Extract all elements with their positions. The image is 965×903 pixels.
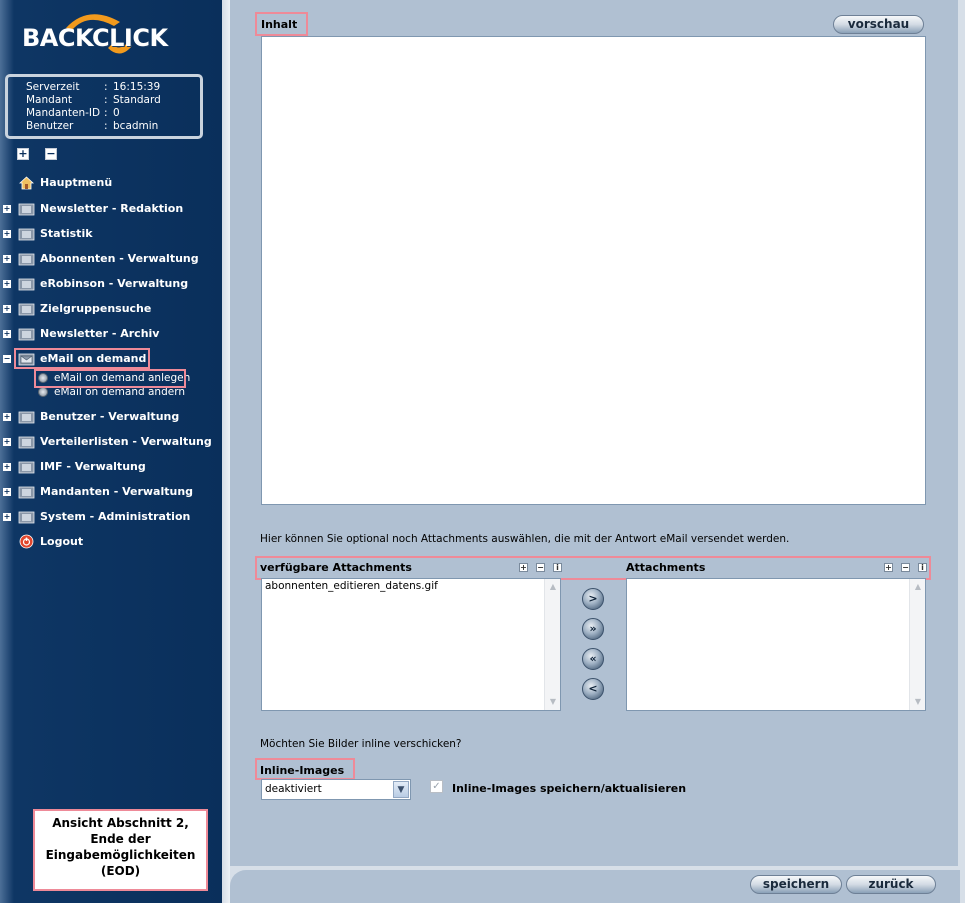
inline-images-label: Inline-Images — [260, 764, 345, 777]
nav-item-mandanten-verwaltung[interactable]: + Mandanten - Verwaltung — [3, 485, 194, 498]
expand-icon[interactable]: + — [3, 487, 11, 496]
nav-item-newsletter-redaktion[interactable]: + Newsletter - Redaktion — [3, 202, 184, 215]
expand-icon[interactable]: + — [3, 437, 11, 446]
expand-icon[interactable]: + — [3, 279, 11, 288]
expand-icon[interactable]: + — [3, 512, 11, 521]
folder-icon — [18, 509, 35, 524]
info-icon[interactable]: i — [553, 563, 562, 572]
remove-icon[interactable]: − — [537, 563, 544, 572]
nav-item-logout[interactable]: Logout — [0, 531, 222, 553]
folder-icon — [18, 484, 35, 499]
backclick-logo — [22, 8, 182, 68]
content-label: Inhalt — [261, 18, 298, 31]
subnav-item-email-on-demand-anlegen[interactable]: eMail on demand anlegen — [38, 372, 190, 384]
collapse-icon[interactable]: − — [3, 354, 11, 363]
email-folder-icon — [18, 351, 35, 366]
main-edge — [222, 0, 230, 903]
folder-icon — [18, 409, 35, 424]
expand-icon[interactable]: + — [3, 304, 11, 313]
collapse-all-button[interactable]: − — [46, 147, 56, 160]
scrollbar[interactable] — [544, 579, 560, 710]
attachments-hint: Hier können Sie optional noch Attachments auswählen, die mit der Antwort eMail versendet werden. — [260, 533, 790, 545]
selected-attachments-tools — [884, 563, 927, 572]
bullet-icon — [38, 373, 48, 383]
annotation-note: Ansicht Abschnitt 2, Ende der Eingabemöglichkeiten (EOD) — [33, 809, 208, 891]
available-attachments-list[interactable] — [261, 578, 561, 711]
expand-icon[interactable]: + — [3, 462, 11, 471]
remove-icon[interactable]: − — [902, 563, 909, 572]
nav-item-verteilerlisten-verwaltung[interactable]: + Verteilerlisten - Verwaltung — [3, 435, 212, 448]
add-icon[interactable]: + — [885, 563, 892, 572]
folder-icon — [18, 251, 35, 266]
inline-images-select[interactable]: deaktiviert ▼ — [261, 779, 411, 800]
nav-item-abonnenten-verwaltung[interactable]: + Abonnenten - Verwaltung — [3, 252, 199, 265]
nav-item-erobinson-verwaltung[interactable]: + eRobinson - Verwaltung — [3, 277, 189, 290]
info-icon[interactable]: i — [918, 563, 927, 572]
logout-icon — [18, 534, 35, 549]
info-row-serverzeit: Serverzeit : 16:15:39 — [26, 81, 161, 93]
folder-icon — [18, 276, 35, 291]
home-icon — [18, 175, 35, 190]
info-row-benutzer: Benutzer : bcadmin — [26, 120, 159, 132]
selected-attachments-list[interactable] — [626, 578, 926, 711]
scrollbar[interactable] — [909, 579, 925, 710]
move-selected-left-button[interactable]: < — [582, 678, 604, 700]
selected-attachments-label: Attachments — [626, 561, 706, 574]
logo-wordmark: BACKCLICK — [22, 24, 168, 52]
folder-icon — [18, 434, 35, 449]
folder-icon — [18, 201, 35, 216]
inline-images-checkbox[interactable]: ✓ — [430, 780, 443, 793]
info-row-mandanten-id: Mandanten-ID : 0 — [26, 107, 120, 119]
nav-item-system-administration[interactable]: + System - Administration — [3, 510, 191, 523]
move-all-right-button[interactable]: » — [582, 618, 604, 640]
chevron-down-icon[interactable]: ▼ — [393, 781, 409, 798]
inline-images-question: Möchten Sie Bilder inline verschicken? — [260, 738, 462, 750]
nav-item-hauptmenue[interactable]: Hauptmenü — [0, 172, 222, 194]
add-icon[interactable]: + — [520, 563, 527, 572]
nav-item-imf-verwaltung[interactable]: + IMF - Verwaltung — [3, 460, 146, 473]
nav-item-benutzer-verwaltung[interactable]: + Benutzer - Verwaltung — [3, 410, 180, 423]
expand-icon[interactable]: + — [3, 254, 11, 263]
inline-images-checkbox-label: Inline-Images speichern/aktualisieren — [452, 782, 687, 795]
save-button[interactable]: speichern — [750, 875, 842, 894]
content-editor[interactable] — [261, 36, 926, 505]
nav-item-statistik[interactable]: + Statistik — [3, 227, 93, 240]
back-button[interactable]: zurück — [846, 875, 936, 894]
scroll-up-icon[interactable]: ▲ — [914, 582, 922, 591]
expand-all-button[interactable]: + — [18, 147, 28, 160]
available-attachments-label: verfügbare Attachments — [260, 561, 412, 574]
folder-icon — [18, 226, 35, 241]
subnav-item-email-on-demand-aendern[interactable]: eMail on demand ändern — [38, 386, 185, 398]
folder-icon — [18, 326, 35, 341]
expand-icon[interactable]: + — [3, 412, 11, 421]
scroll-down-icon[interactable]: ▼ — [914, 697, 922, 706]
folder-icon — [18, 459, 35, 474]
bullet-icon — [38, 387, 48, 397]
nav-item-newsletter-archiv[interactable]: + Newsletter - Archiv — [3, 327, 160, 340]
move-all-left-button[interactable]: « — [582, 648, 604, 670]
move-selected-right-button[interactable]: > — [582, 588, 604, 610]
expand-icon[interactable]: + — [3, 229, 11, 238]
session-info-box — [5, 74, 203, 139]
preview-button[interactable]: vorschau — [833, 15, 924, 34]
expand-icon[interactable]: + — [3, 329, 11, 338]
tree-toolbar — [17, 148, 57, 160]
nav-item-email-on-demand[interactable]: − eMail on demand — [3, 352, 147, 365]
scroll-down-icon[interactable]: ▼ — [549, 697, 557, 706]
scroll-up-icon[interactable]: ▲ — [549, 582, 557, 591]
available-attachments-tools — [519, 563, 562, 572]
nav-item-zielgruppensuche[interactable]: + Zielgruppensuche — [3, 302, 152, 315]
list-item[interactable]: abonnenten_editieren_datens.gif — [265, 580, 438, 592]
folder-icon — [18, 301, 35, 316]
expand-icon[interactable]: + — [3, 204, 11, 213]
sidebar — [0, 0, 222, 903]
info-row-mandant: Mandant : Standard — [26, 94, 161, 106]
